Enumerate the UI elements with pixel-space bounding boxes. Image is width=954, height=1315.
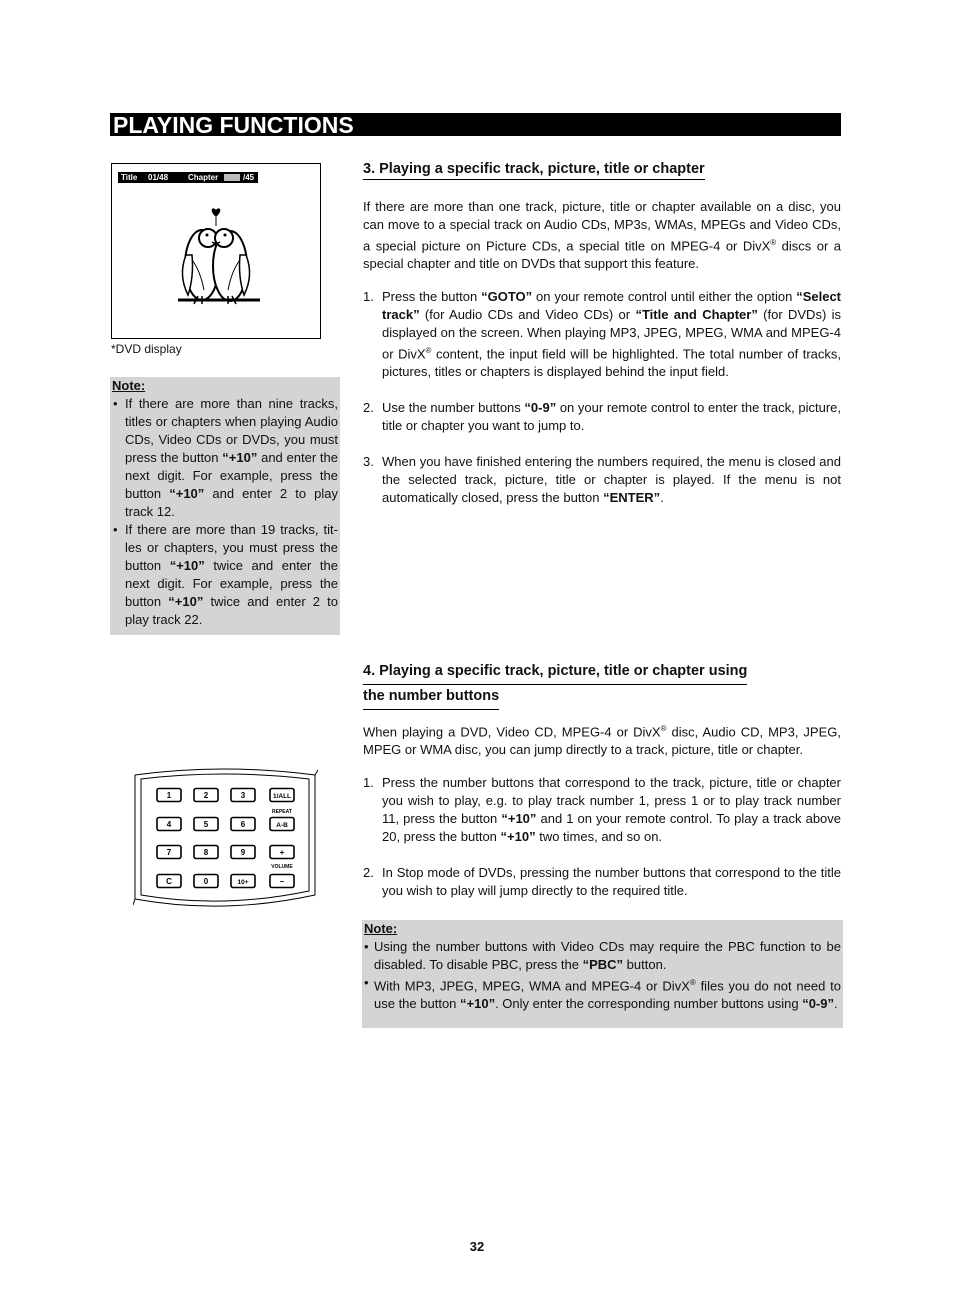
note-box-left [110, 377, 340, 635]
remote-key-button [270, 818, 294, 831]
repeat-label: REPEAT [272, 809, 292, 815]
remote-key-label: A-B [276, 822, 288, 829]
osd-title-label: Title [121, 173, 138, 182]
remote-key-button [194, 789, 218, 802]
step-item [363, 399, 841, 435]
note-box-right [362, 920, 843, 1028]
remote-key-label: 7 [166, 848, 172, 857]
remote-key-label: 1/ALL [272, 793, 292, 800]
page-number: 32 [469, 1239, 485, 1254]
bullet: • [113, 522, 118, 537]
step-bold: “ENTER” [603, 490, 661, 506]
note-item [364, 938, 841, 974]
note-bold: “+10” [222, 450, 258, 465]
step-bold: “GOTO” [481, 289, 533, 304]
note-bold: “0-9” [802, 996, 834, 1012]
remote-key-label: – [279, 877, 285, 886]
step-text: content, the input field will be highlighted. The total number of tracks, pictures, titles or chapters is displayed behind the input field. [382, 346, 841, 380]
step-text: Press the button [382, 289, 482, 304]
remote-key-label: 4 [166, 820, 172, 829]
registered-mark: ® [689, 978, 696, 987]
step-number: 3. [363, 454, 374, 470]
intro-text: disc, Audio CD, MP3, JPEG, MPEG or WMA disc, you can jump directly to a track, picture, title or chapter. [363, 724, 841, 758]
note-text: . Only enter the corresponding number buttons using [495, 996, 803, 1012]
section-3-heading [363, 161, 705, 177]
step-bold: “+10” [500, 829, 536, 844]
step-bold: “Select track” [382, 289, 842, 322]
bullet: • [113, 396, 118, 411]
note-bold: “+10” [460, 996, 496, 1012]
volume-label: VOLUME [271, 864, 293, 870]
step-text: two times, and so on. [535, 829, 663, 844]
remote-key-button [270, 846, 294, 859]
osd-chapter-label: Chapter [188, 173, 219, 182]
step-number: 1. [363, 289, 374, 304]
step-text: In Stop mode of DVDs, pressing the number buttons that correspond to the title you wish to play will jump directly to the required title. [382, 865, 841, 898]
remote-key-label: C [166, 877, 172, 886]
step-bold: “Title and Chapter” [635, 307, 758, 322]
remote-key-label: 6 [240, 820, 246, 829]
note-text: files you do not need to use the button [374, 978, 841, 1012]
step-item [363, 288, 841, 381]
note-bold: “PBC” [582, 957, 624, 972]
step-text: Use the number buttons [382, 400, 525, 416]
section-4-heading-line1: 4. Playing a specific track, picture, title or chapter using [363, 660, 747, 685]
note-item [112, 521, 338, 629]
remote-key-button [157, 789, 181, 802]
step-text: (for DVDs) is displayed on the screen. When playing MP3, JPEG, MPEG, WMA and MPEG-4 or DivX [382, 307, 841, 362]
remote-key-label: 9 [240, 848, 246, 857]
registered-mark: ® [660, 724, 667, 733]
step-bold: “+10” [501, 811, 537, 826]
section-3-steps [363, 288, 841, 525]
step-bold: “0-9” [524, 400, 557, 416]
intro-text: discs or a special chapter and title on DVDs that support this feature. [363, 238, 841, 272]
section-4-intro [363, 720, 841, 759]
section-4-heading-line2: the number buttons [363, 685, 499, 710]
note-item [364, 974, 841, 1013]
remote-key-label: 10+ [237, 879, 249, 886]
osd-input-field [224, 174, 240, 181]
note-text: Using the number buttons with Video CDs may require the PBC function to be disabled. To disable PBC, press the [374, 939, 841, 972]
remote-key-button [194, 846, 218, 859]
registered-mark: ® [425, 346, 432, 355]
remote-key-label: 8 [203, 848, 209, 857]
remote-key-button [231, 846, 255, 859]
remote-key-button [157, 875, 181, 888]
step-item [363, 453, 841, 507]
remote-key-button [270, 875, 294, 888]
note-text: button. [623, 957, 667, 972]
step-item [363, 864, 841, 900]
remote-key-label: + [279, 848, 285, 857]
note-heading: Note: [112, 378, 146, 393]
osd-chapter-total: /45 [243, 173, 255, 182]
note-text: If there are more than nine tracks, titles or chapters when playing Audio CDs, Video CDs or DVDs, you must press the button [125, 396, 338, 465]
note-heading: Note: [364, 921, 398, 936]
intro-text: When playing a DVD, Video CD, MPEG-4 or DivX [363, 724, 661, 740]
doves-illustration [172, 200, 267, 310]
dvd-display-caption: *DVD display [111, 342, 182, 356]
remote-key-label: 1 [166, 791, 172, 800]
note-bold: “+10” [168, 594, 204, 609]
remote-key-button [270, 789, 294, 802]
bullet: • [364, 939, 369, 954]
note-text: . [834, 996, 838, 1012]
step-item [363, 774, 841, 846]
remote-key-button [157, 846, 181, 859]
remote-key-button [231, 875, 255, 888]
bullet: • [364, 975, 369, 990]
section-4-steps [363, 774, 841, 918]
intro-text: If there are more than one track, picture, title or chapter available on a disc, you can move to a special track on Audio CDs, MP3s, WMAs, MPEGs and Video CDs, a special picture on Picture CDs, a special title on MPEG-4 or DivX [363, 199, 841, 254]
note-text: twice and enter 2 to play track 22. [125, 594, 338, 627]
step-text: on your remote control until either the option [532, 289, 797, 304]
remote-key-label: 3 [240, 791, 246, 800]
remote-key-button [157, 818, 181, 831]
remote-key-button [194, 875, 218, 888]
note-bold: “+10” [169, 558, 205, 573]
remote-key-label: 0 [203, 877, 209, 886]
remote-key-button [231, 789, 255, 802]
osd-title-value: 01/48 [148, 173, 169, 182]
note-text: If there are more than 19 tracks, titles or chapters, you must press the button [125, 522, 338, 573]
step-text: . [660, 490, 664, 506]
osd-bar [118, 172, 258, 183]
remote-keypad-illustration [133, 767, 318, 907]
note-text: twice and enter the next digit. For example, press the button [125, 558, 338, 609]
note-text: With MP3, JPEG, MPEG, WMA and MPEG-4 or DivX [374, 978, 690, 994]
section-3-intro [363, 198, 841, 273]
note-item [112, 395, 338, 521]
note-text: and enter the next digit. For example, press the button [125, 450, 339, 501]
step-number: 1. [363, 775, 374, 790]
section-4-heading [363, 660, 747, 710]
step-number: 2. [363, 400, 374, 416]
dvd-display-screen [111, 163, 321, 339]
note-bold: “+10” [169, 486, 205, 501]
remote-key-label: 5 [203, 820, 209, 829]
registered-mark: ® [770, 238, 777, 247]
step-number: 2. [363, 865, 374, 880]
note-text: and enter 2 to play track 12. [125, 486, 338, 519]
step-text: Press the number buttons that correspond to the track, picture, title or chapter you wish to play, e.g. to play track number 1, press 1 or to play track number 11, press the button [382, 775, 841, 826]
step-text: on your remote control to enter the track, picture, title or chapter you want to jump to. [382, 400, 841, 434]
remote-key-button [231, 818, 255, 831]
page-title: PLAYING FUNCTIONS [110, 113, 841, 136]
step-text: (for Audio CDs and Video CDs) or [419, 307, 636, 322]
step-text: and 1 on your remote control. To play a track above 20, press the button [382, 811, 842, 844]
step-text: When you have finished entering the numbers required, the menu is closed and the selected track, picture, title or chapter is played. If the menu is not automatically closed, press the button [382, 454, 841, 506]
remote-key-label: 2 [203, 791, 209, 800]
remote-key-button [194, 818, 218, 831]
section-3-heading-text: 3. Playing a specific track, picture, title or chapter [363, 161, 705, 180]
